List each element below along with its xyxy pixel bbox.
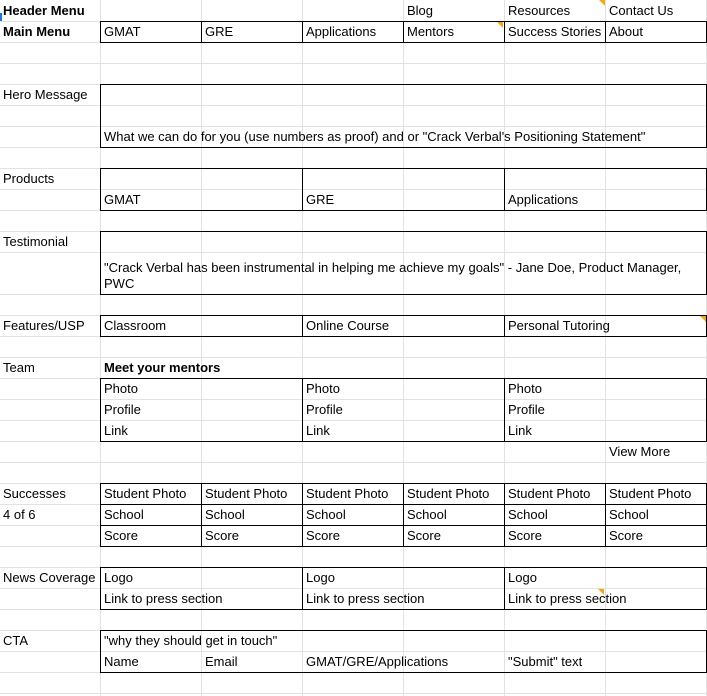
mentor-link[interactable]: Link <box>306 423 330 438</box>
news-press-link[interactable]: Link to press section <box>306 591 425 606</box>
products-box <box>100 168 707 211</box>
comment-marker[interactable] <box>497 22 503 28</box>
gridline <box>0 693 707 694</box>
success-school: School <box>508 507 548 522</box>
comment-marker[interactable] <box>599 0 605 6</box>
comment-marker[interactable] <box>598 589 604 595</box>
divider <box>302 21 303 43</box>
feature-online-course: Online Course <box>306 318 390 333</box>
mentor-profile: Profile <box>306 402 343 417</box>
divider <box>302 483 303 547</box>
divider <box>100 504 707 505</box>
success-school: School <box>104 507 144 522</box>
main-menu-item-gmat[interactable]: GMAT <box>104 24 141 39</box>
success-score: Score <box>104 528 138 543</box>
divider <box>605 21 606 43</box>
mentor-photo: Photo <box>508 381 542 396</box>
divider <box>605 483 606 547</box>
main-menu-item-gre[interactable]: GRE <box>205 24 234 39</box>
success-student-photo: Student Photo <box>508 486 591 501</box>
mentor-link[interactable]: Link <box>508 423 532 438</box>
news-logo: Logo <box>306 570 335 585</box>
header-menu-item-blog[interactable]: Blog <box>407 3 434 18</box>
cta-program-select[interactable]: GMAT/GRE/Applications <box>306 654 449 669</box>
divider <box>403 483 404 547</box>
feature-personal-tutoring: Personal Tutoring <box>508 318 610 333</box>
news-logo: Logo <box>104 570 133 585</box>
main-menu-item-mentors[interactable]: Mentors <box>407 24 454 39</box>
divider <box>504 168 505 211</box>
success-score: Score <box>205 528 239 543</box>
main-menu-label: Main Menu <box>3 24 71 39</box>
mentor-link[interactable]: Link <box>104 423 128 438</box>
mentor-profile: Profile <box>104 402 141 417</box>
successes-count: 4 of 6 <box>3 507 36 522</box>
comment-marker[interactable] <box>700 316 706 322</box>
team-box <box>100 378 707 442</box>
success-score: Score <box>306 528 340 543</box>
success-student-photo: Student Photo <box>205 486 288 501</box>
news-label: News Coverage <box>3 570 96 585</box>
divider <box>504 483 505 547</box>
cta-name-field[interactable]: Name <box>104 654 139 669</box>
view-more-link[interactable]: View More <box>609 444 671 459</box>
main-menu-item-success-stories[interactable]: Success Stories <box>508 24 602 39</box>
divider <box>302 378 303 442</box>
divider <box>201 21 202 43</box>
mentor-profile: Profile <box>508 402 545 417</box>
mentor-photo: Photo <box>104 381 138 396</box>
team-label: Team <box>3 360 35 375</box>
successes-label: Successes <box>3 486 66 501</box>
hero-text: What we can do for you (use numbers as proof) and or "Crack Verbal's Positioning Statement" <box>104 129 646 144</box>
main-menu-item-about[interactable]: About <box>609 24 643 39</box>
divider <box>302 567 303 610</box>
testimonial-text: "Crack Verbal has been instrumental in helping me achieve my goals" - Jane Doe, Product Manager, PWC <box>104 260 682 291</box>
success-student-photo: Student Photo <box>609 486 692 501</box>
cta-label: CTA <box>3 633 29 648</box>
success-school: School <box>609 507 649 522</box>
success-student-photo: Student Photo <box>104 486 187 501</box>
cta-text: "why they should get in touch" <box>104 633 278 648</box>
cta-email-field[interactable]: Email <box>205 654 238 669</box>
team-heading: Meet your mentors <box>104 360 221 375</box>
product-gmat[interactable]: GMAT <box>104 192 141 207</box>
gridline <box>0 357 707 358</box>
divider <box>201 483 202 547</box>
products-label: Products <box>3 171 55 186</box>
divider <box>504 315 505 337</box>
product-gre[interactable]: GRE <box>306 192 335 207</box>
features-label: Features/USP <box>3 318 85 333</box>
news-press-link[interactable]: Link to press section <box>508 591 627 606</box>
divider <box>504 21 505 43</box>
success-school: School <box>205 507 245 522</box>
header-menu-label: Header Menu <box>3 3 85 18</box>
news-press-link[interactable]: Link to press section <box>104 591 223 606</box>
header-menu-item-resources[interactable]: Resources <box>508 3 571 18</box>
divider <box>403 21 404 43</box>
cta-submit-button[interactable]: "Submit" text <box>508 654 583 669</box>
cell-cursor-mark <box>0 13 2 21</box>
gridline <box>0 462 707 463</box>
divider <box>504 378 505 442</box>
success-score: Score <box>609 528 643 543</box>
success-score: Score <box>407 528 441 543</box>
hero-label: Hero Message <box>3 87 88 102</box>
features-box <box>100 315 707 337</box>
testimonial-label: Testimonial <box>3 234 69 249</box>
success-school: School <box>407 507 447 522</box>
divider <box>100 525 707 526</box>
header-menu-item-contact-us[interactable]: Contact Us <box>609 3 674 18</box>
success-student-photo: Student Photo <box>407 486 490 501</box>
feature-classroom: Classroom <box>104 318 167 333</box>
gridline <box>0 63 707 64</box>
divider <box>504 567 505 610</box>
divider <box>302 315 303 337</box>
main-menu-item-applications[interactable]: Applications <box>306 24 377 39</box>
success-student-photo: Student Photo <box>306 486 389 501</box>
success-score: Score <box>508 528 542 543</box>
mentor-photo: Photo <box>306 381 340 396</box>
news-logo: Logo <box>508 570 537 585</box>
product-applications[interactable]: Applications <box>508 192 579 207</box>
divider <box>302 168 303 211</box>
success-school: School <box>306 507 346 522</box>
